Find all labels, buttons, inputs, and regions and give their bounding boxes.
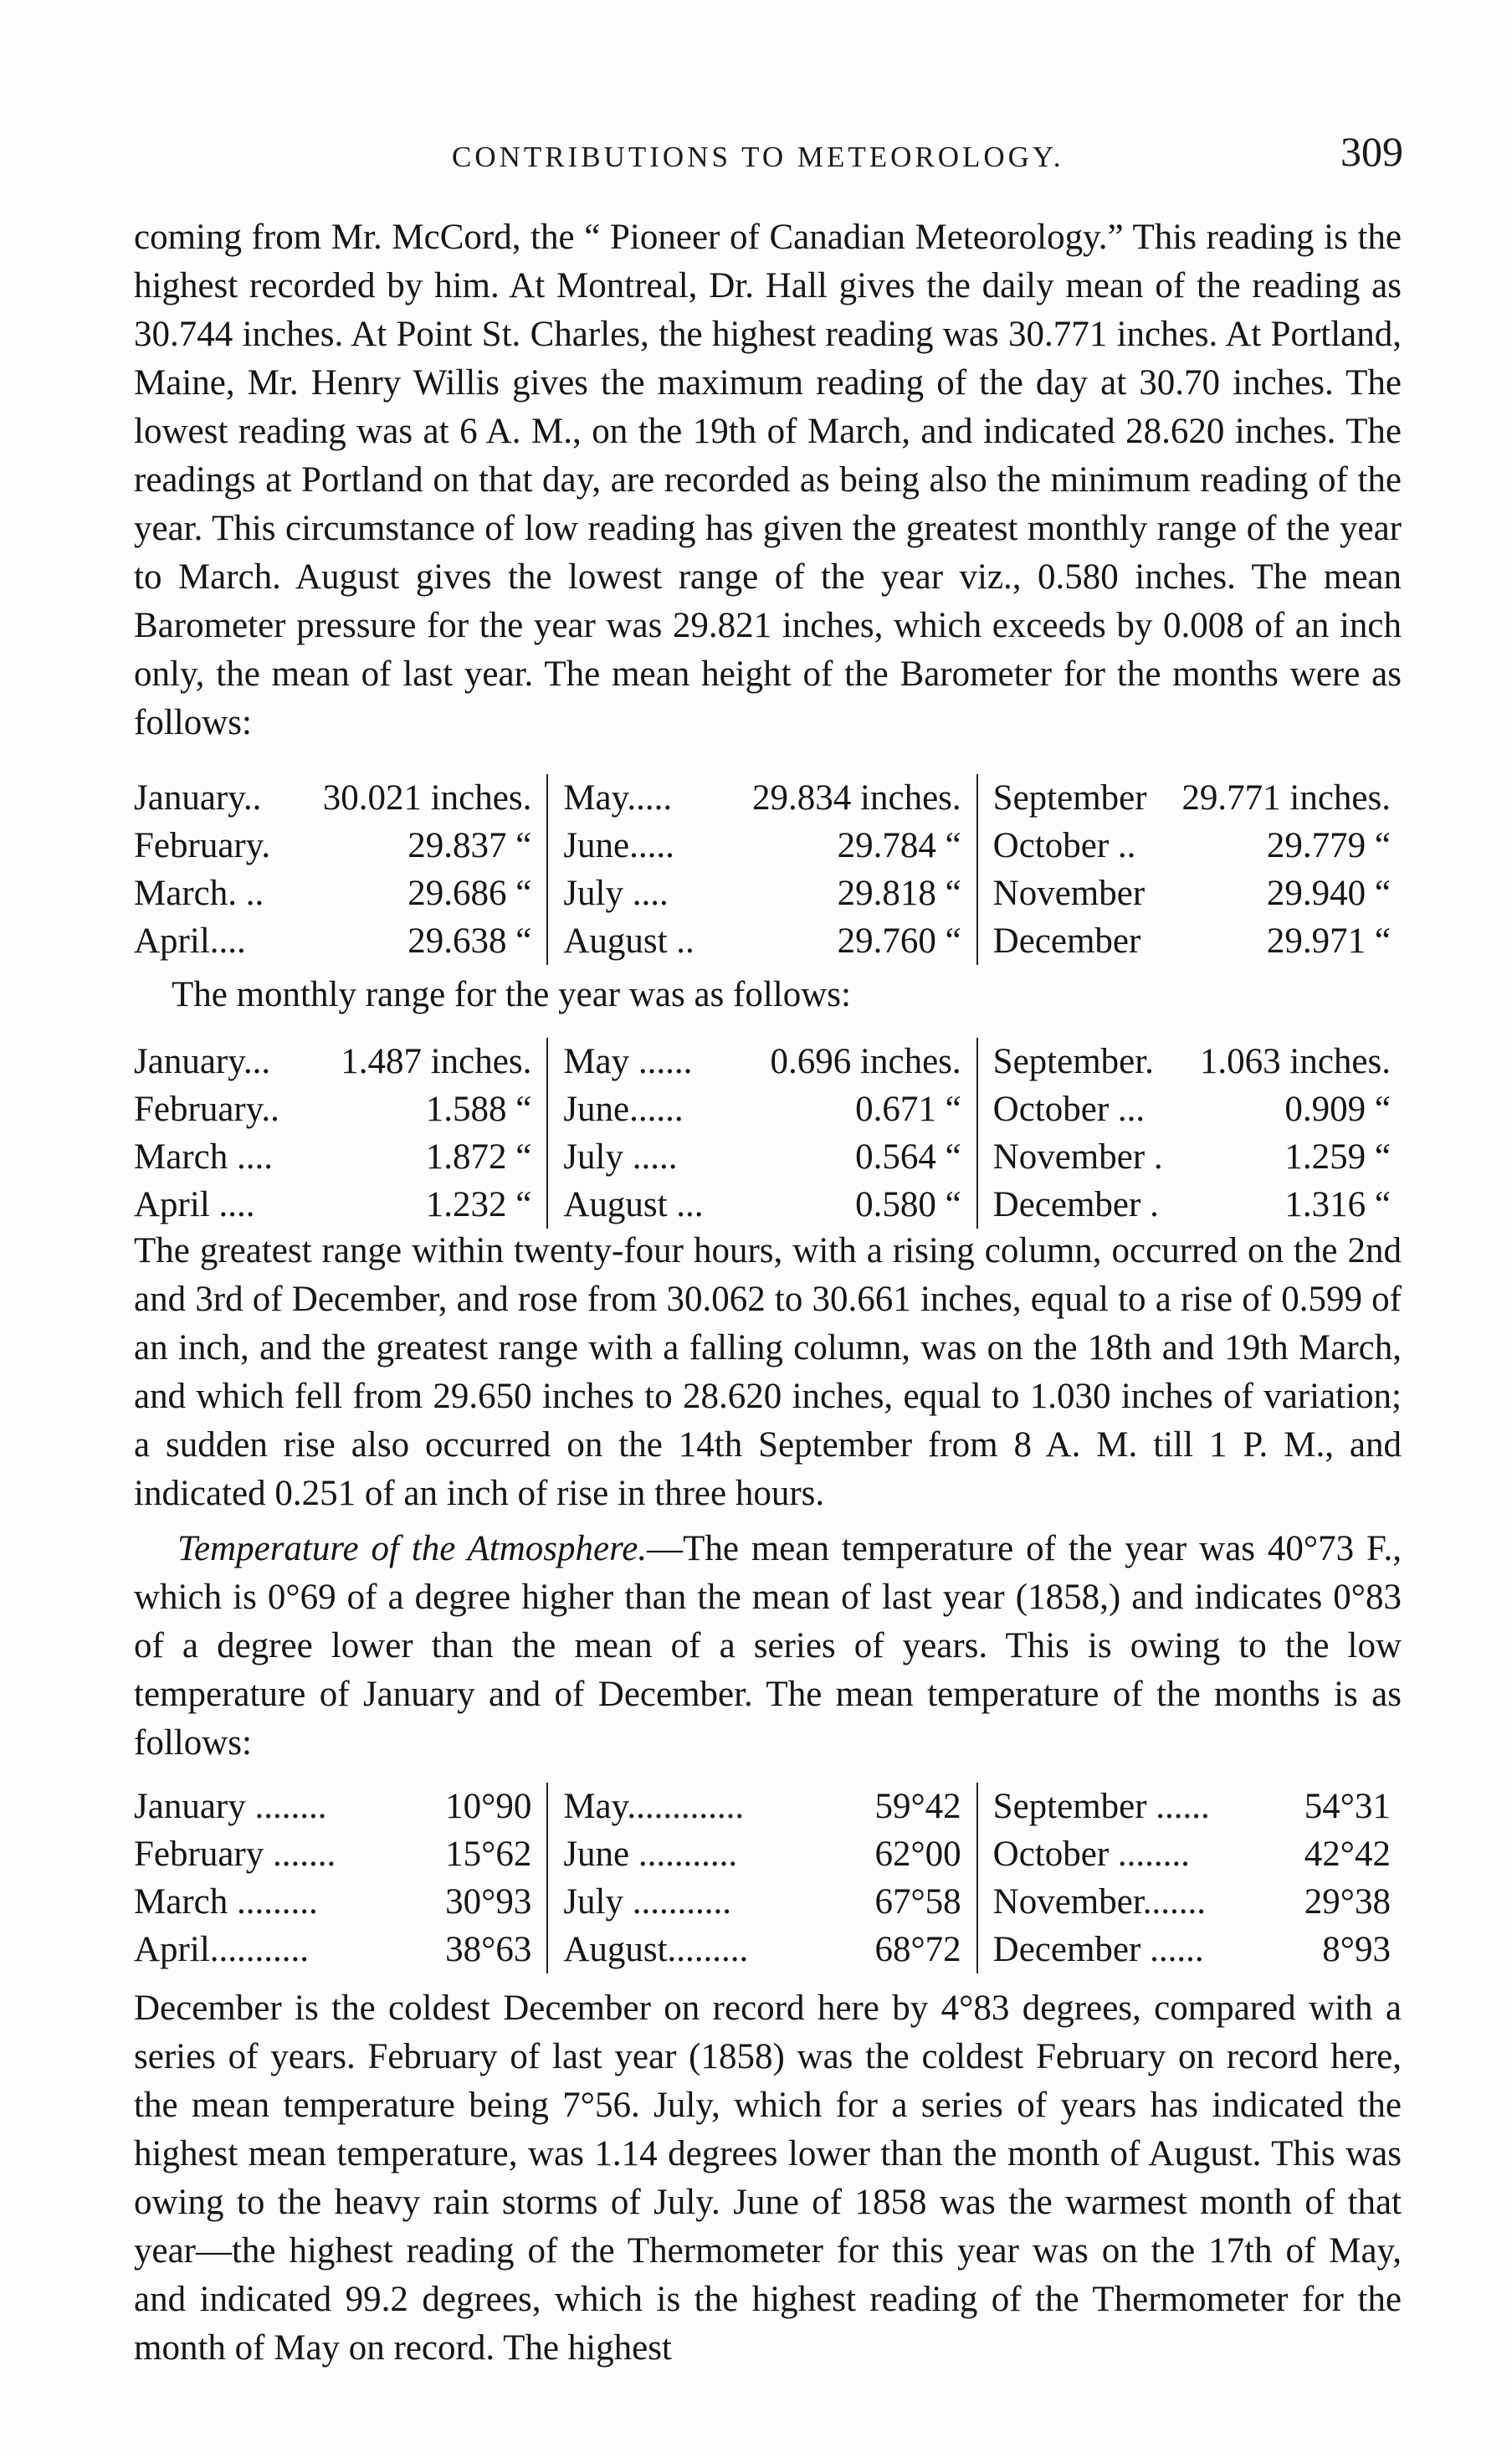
- table-row: [134, 1133, 531, 1181]
- table-column: [546, 1783, 976, 1973]
- month-label: June ...........: [563, 1835, 738, 1874]
- month-label: January ........: [134, 1787, 327, 1826]
- paragraph-text: The greatest range within twenty-four hours, with a rising column, occurred on the 2nd and 3rd of December, and rose from 30.062 to 30.661 inches, equal to a rise of 0.599 of an inch, and the greatest range with a falling column, was on the 18th and 19th March, and which fell from 29.650 inches to 28.620 inches, equal to 1.030 inches of variation; a sudden rise also occurred on the 14th September from 8 A. M. till 1 P. M., and indicated 0.251 of an inch of rise in three hours.: [134, 1231, 1402, 1513]
- month-label: January...: [134, 1042, 271, 1081]
- month-value: 29.784 “: [837, 826, 961, 865]
- month-value: 29.638 “: [407, 921, 532, 961]
- month-value: 29.971 “: [1266, 921, 1391, 961]
- month-value: 1.588 “: [425, 1090, 532, 1129]
- month-label: July ....: [563, 874, 669, 913]
- month-value: 30.021 inches.: [322, 778, 532, 818]
- monthly-range-table: [134, 1038, 1406, 1229]
- running-head: [134, 126, 1412, 184]
- month-value: 29.760 “: [837, 921, 961, 961]
- month-label: January..: [134, 778, 262, 818]
- month-label: March .........: [134, 1882, 318, 1922]
- month-label: December ......: [992, 1930, 1204, 1969]
- month-label: May ......: [563, 1042, 693, 1081]
- month-value: 0.580 “: [855, 1185, 961, 1224]
- month-value: 68°72: [874, 1930, 961, 1969]
- month-label: October ..: [992, 826, 1136, 865]
- month-label: November.......: [992, 1882, 1207, 1922]
- month-label: June.....: [563, 826, 674, 865]
- paragraph-barometer: [134, 213, 1402, 747]
- table-column: [976, 774, 1406, 965]
- month-value: 59°42: [874, 1787, 961, 1826]
- month-value: 30°93: [445, 1882, 532, 1922]
- month-value: 29.818 “: [837, 874, 961, 913]
- table-row: [563, 822, 961, 870]
- month-value: 29.779 “: [1266, 826, 1391, 865]
- month-value: 0.564 “: [855, 1137, 961, 1177]
- running-title: CONTRIBUTIONS TO METEOROLOGY.: [452, 141, 1064, 173]
- table-row: [563, 1926, 961, 1973]
- paragraph-text: coming from Mr. McCord, the “ Pioneer of Canadian Meteorology.” This reading is the highest recorded by him. At Montreal, Dr. Hall gives the daily mean of the reading as 30.744 inches. At Point St. Charles, the highest reading was 30.771 inches. At Portland, Maine, Mr. Henry Willis gives the maximum reading of the day at 30.70 inches. The lowest reading was at 6 A. M., on the 19th of March, and indicated 28.620 inches. The readings at Portland on that day, are recorded as being also the minimum reading of the year. This circumstance of low reading has given the greatest monthly range of the year to March. August gives the lowest range of the year viz., 0.580 inches. The mean Barometer pressure for the year was 29.821 inches, which exceeds by 0.008 of an inch only, the mean of last year. The mean height of the Barometer for the months were as follows:: [134, 218, 1402, 742]
- table-row: [993, 1926, 1391, 1973]
- month-label: February.: [134, 826, 271, 865]
- paragraph-text: —The mean temperature of the year was 40°73 F., which is 0°69 of a degree higher than the mean of last year (1858,) and indicates 0°83 of a degree lower than the mean of a series of years. This is owing to the low temperature of January and of December. The mean temperature of the months is as follows:: [134, 1529, 1402, 1763]
- month-label: November .: [992, 1137, 1163, 1177]
- table-row: [134, 1878, 531, 1926]
- table-row: [134, 1181, 531, 1229]
- month-value: 29°38: [1304, 1882, 1391, 1922]
- table-column: [976, 1783, 1406, 1973]
- month-label: August.........: [563, 1930, 749, 1969]
- mean-height-table: [134, 774, 1406, 965]
- table-row: [134, 1783, 531, 1830]
- table-row: [563, 870, 961, 917]
- month-value: 0.671 “: [855, 1090, 961, 1129]
- table-row: [993, 1085, 1391, 1133]
- table-row: [563, 1085, 961, 1133]
- month-label: July ...........: [563, 1882, 732, 1922]
- table-row: [993, 1181, 1391, 1229]
- table-row: [993, 774, 1391, 822]
- month-value: 1.487 inches.: [341, 1042, 532, 1081]
- month-value: 29.771 inches.: [1181, 778, 1391, 818]
- paragraph-coldest: [134, 1984, 1402, 2373]
- table-column: [546, 774, 976, 965]
- section-heading: Temperature of the Atmosphere.: [177, 1529, 648, 1568]
- month-label: June......: [563, 1090, 684, 1129]
- month-value: 0.909 “: [1284, 1090, 1391, 1129]
- table-row: [563, 1878, 961, 1926]
- month-label: May.....: [563, 778, 673, 818]
- month-value: 10°90: [445, 1787, 532, 1826]
- month-value: 1.063 inches.: [1199, 1042, 1391, 1081]
- month-value: 1.259 “: [1284, 1137, 1391, 1177]
- table-row: [563, 917, 961, 965]
- paragraph-body: [134, 1525, 1402, 1768]
- month-label: September.: [992, 1042, 1154, 1081]
- month-label: May.............: [563, 1787, 745, 1826]
- table-row: [134, 1926, 531, 1973]
- month-label: October ...: [992, 1090, 1146, 1129]
- month-label: September: [992, 778, 1147, 818]
- table-row: [563, 1038, 961, 1085]
- table-row: [993, 1878, 1391, 1926]
- table-row: [134, 1085, 531, 1133]
- month-label: August ...: [563, 1185, 704, 1224]
- month-label: April ....: [134, 1185, 255, 1224]
- month-label: February .......: [134, 1835, 336, 1874]
- table-row: [993, 870, 1391, 917]
- month-value: 8°93: [1322, 1930, 1391, 1969]
- month-label: March. ..: [134, 874, 264, 913]
- table-row: [993, 1830, 1391, 1878]
- table-row: [563, 774, 961, 822]
- table-row: [563, 1783, 961, 1830]
- mean-temperature-table: [134, 1783, 1406, 1973]
- table-column: [134, 1038, 546, 1229]
- month-label: October ........: [992, 1835, 1190, 1874]
- month-value: 15°62: [445, 1835, 532, 1874]
- table-row: [134, 774, 531, 822]
- table-row: [134, 917, 531, 965]
- table-row: [563, 1830, 961, 1878]
- page-number: 309: [1340, 128, 1403, 175]
- month-label: April...........: [134, 1930, 310, 1969]
- month-value: 42°42: [1304, 1835, 1391, 1874]
- month-label: December: [992, 921, 1141, 961]
- table-column: [546, 1038, 976, 1229]
- month-value: 38°63: [445, 1930, 532, 1969]
- month-value: 67°58: [874, 1882, 961, 1922]
- table-column: [976, 1038, 1406, 1229]
- table-row: [563, 1133, 961, 1181]
- month-value: 29.834 inches.: [752, 778, 961, 818]
- month-value: 1.872 “: [425, 1137, 532, 1177]
- month-label: April....: [134, 921, 246, 961]
- month-value: 62°00: [874, 1835, 961, 1874]
- month-value: 29.940 “: [1266, 874, 1391, 913]
- month-label: November: [992, 874, 1146, 913]
- paragraph-temperature: [134, 1525, 1402, 1768]
- month-value: 29.837 “: [407, 826, 532, 865]
- paragraph-text: December is the coldest December on record here by 4°83 degrees, compared with a series of years. February of last year (1858) was the coldest February on record here, the mean temperature being 7°56. July, which for a series of years has indicated the highest mean temperature, was 1.14 degrees lower than the month of August. This was owing to the heavy rain storms of July. June of 1858 was the warmest month of that year—the highest reading of the Thermometer for this year was on the 17th of May, and indicated 99.2 degrees, which is the highest reading of the Thermometer for the month of May on record. The highest: [134, 1989, 1402, 2368]
- month-value: 54°31: [1304, 1787, 1391, 1826]
- table-row: [993, 1133, 1391, 1181]
- month-label: August ..: [563, 921, 694, 961]
- table-row: [134, 1830, 531, 1878]
- table-row: [563, 1181, 961, 1229]
- month-value: 1.232 “: [425, 1185, 532, 1224]
- month-label: September ......: [992, 1787, 1210, 1826]
- month-value: 0.696 inches.: [770, 1042, 961, 1081]
- table-column: [134, 1783, 546, 1973]
- table-row: [993, 1038, 1391, 1085]
- month-label: March ....: [134, 1137, 273, 1177]
- month-label: July .....: [563, 1137, 678, 1177]
- month-label: February..: [134, 1090, 279, 1129]
- table-row: [134, 870, 531, 917]
- table-row: [993, 917, 1391, 965]
- month-label: December .: [992, 1185, 1159, 1224]
- table-row: [993, 822, 1391, 870]
- paragraph-range: [134, 1227, 1402, 1518]
- table-row: [134, 1038, 531, 1085]
- range-caption: The monthly range for the year was as follows:: [172, 975, 851, 1014]
- month-value: 29.686 “: [407, 874, 532, 913]
- table-row: [993, 1783, 1391, 1830]
- month-value: 1.316 “: [1284, 1185, 1391, 1224]
- table-column: [134, 774, 546, 965]
- table-row: [134, 822, 531, 870]
